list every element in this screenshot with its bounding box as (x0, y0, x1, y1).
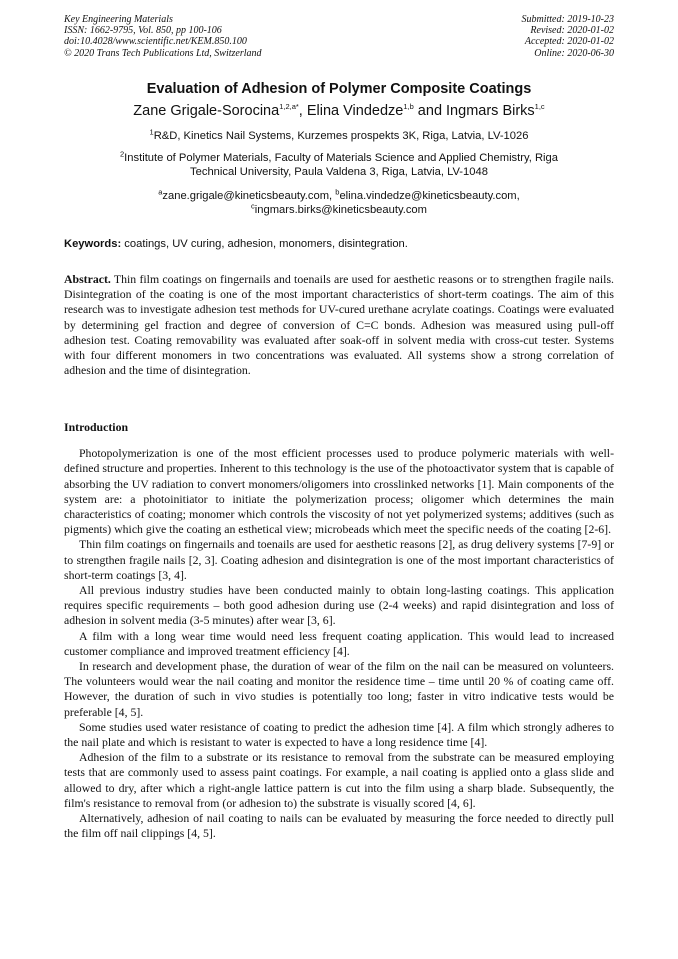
body-paragraph: All previous industry studies have been conducted mainly to obtain long-lasting coatings. This application requires specific requirements – both good adhesion during use (2-4 weeks) and rapid disintegration and loss of adhesion in solvent media (3-5 minutes) after wear [3, 6]. (64, 583, 614, 628)
email-marker: b (335, 187, 340, 197)
journal-name: Key Engineering Materials (64, 14, 173, 25)
email-address[interactable]: ingmars.birks@kineticsbeauty.com (254, 204, 427, 216)
section-heading: Introduction (64, 420, 129, 434)
author-name: Zane Grigale-Sorocina (133, 103, 280, 119)
abstract-text: Thin film coatings on fingernails and toenails are used for aesthetic reasons or to strengthen fragile nails. Disintegration of the coating is one of the most important characteristics of short-term coatings. The aim of this research was to investigate adhesion test methods for UV-cured urethane acrylate coatings. Coatings were evaluated by determining gel fraction and degree of conversion of C=C bonds. Adhesion was measured using pull-off adhesion test. Coating removability was evaluated after soak-off in solvent media with cross-cut tester. Systems with four different monomers in two concentrations was evaluated. All systems show a strong correlation of adhesion and the time of disintegration. (64, 272, 614, 378)
body-paragraph: Some studies used water resistance of coating to predict the adhesion time [4]. A film which strongly adheres to the nail plate and which is resistant to water is expected to have a long residence time [4]. (64, 719, 614, 750)
affiliation-1 (40, 129, 638, 143)
author-separator: , (298, 103, 307, 119)
affiliation-marker: 1 (149, 127, 154, 137)
author-superscript: 1,b (403, 102, 414, 112)
journal-doi: doi:10.4028/www.scientific.net/KEM.850.100 (64, 36, 247, 48)
affiliation-marker: 2 (120, 149, 125, 159)
journal-copyright: © 2020 Trans Tech Publications Ltd, Switzerland (64, 47, 262, 59)
email-address[interactable]: elina.vindedze@kineticsbeauty.com, (339, 190, 520, 202)
author-separator: and (413, 103, 447, 119)
affiliation-line: Technical University, Paula Valdena 3, Riga, Latvia, LV-1048 (190, 166, 488, 178)
author-name: Ingmars Birks (446, 103, 535, 119)
body-paragraph: Photopolymerization is one of the most efficient processes used to produce polymeric materials with well-defined structure and properties. Inherent to this technology is the use of the photoactivator system that is capable of absorbing the UV radiation to convert monomers/oligomers into crosslinked networks [1]. Main components of the system are: a photoinitiator to initiate the polymerization process; oligomer which determines the main characteristics of coating; monomer which controls the viscosity of not yet polymerized systems; additives (such as pigments) which give the coating an esthetical view; microbeads which meet the specific needs of the coating [2-6]. (64, 446, 614, 537)
author-name: Elina Vindedze (306, 103, 404, 119)
author-list (40, 102, 638, 120)
abstract (64, 272, 614, 378)
paper-title: Evaluation of Adhesion of Polymer Composite Coatings (146, 81, 532, 97)
email-line (40, 203, 638, 217)
title-block (40, 80, 638, 217)
body-paragraph: Adhesion of the film to a substrate or its resistance to removal from the substrate can be measured employing tests that are commonly used to assess paint coatings. For example, a nail coating is applied onto a glass slide and allowed to dry, after which a right-angle lattice pattern is cut into the film using a sharp blade. Subsequently, the film's resistance to removal from (or adhesion to) the substrate is visually scored [4, 6]. (64, 750, 614, 810)
author-superscript: 1,c (534, 102, 545, 112)
keywords (64, 237, 614, 251)
author-superscript: 1,2,a* (279, 102, 299, 112)
publication-dates (522, 14, 615, 59)
email-line (40, 189, 638, 203)
keywords-label: Keywords: (64, 238, 122, 250)
affiliation-2 (40, 151, 638, 179)
affiliation-line (40, 151, 638, 165)
date-online: Online: 2020-06-30 (534, 47, 614, 59)
date-revised: Revised: 2020-01-02 (530, 25, 614, 37)
date-submitted: Submitted: 2019-10-23 (521, 14, 614, 25)
email-marker: c (251, 201, 255, 211)
body-paragraph: In research and development phase, the duration of wear of the film on the nail can be measured on volunteers. The volunteers would wear the nail coating and monitor the residence time – time until 20 % of coating came off. However, the duration of such in vivo studies is potentially too long; faster in vitro indicative tests would be preferable [4, 5]. (64, 659, 614, 719)
introduction-section (64, 420, 614, 841)
affiliation-text: R&D, Kinetics Nail Systems, Kurzemes prospekts 3K, Riga, Latvia, LV-1026 (153, 130, 529, 142)
journal-info (64, 14, 262, 59)
body-paragraph: A film with a long wear time would need less frequent coating application. This would lead to increased customer compliance and improved treatment efficiency [4]. (64, 628, 614, 658)
author-emails (40, 189, 638, 217)
journal-issn: ISSN: 1662-9795, Vol. 850, pp 100-106 (64, 25, 222, 37)
date-accepted: Accepted: 2020-01-02 (524, 36, 614, 48)
email-address[interactable]: zane.grigale@kineticsbeauty.com, (162, 190, 336, 202)
keywords-text: coatings, UV curing, adhesion, monomers, disintegration. (121, 238, 408, 250)
email-marker: a (158, 187, 163, 197)
abstract-label: Abstract. (64, 272, 111, 286)
body-paragraph: Alternatively, adhesion of nail coating to nails can be evaluated by measuring the force needed to directly pull the film off nail clippings [4, 5]. (64, 811, 614, 841)
body-paragraph: Thin film coatings on fingernails and toenails are used for aesthetic reasons [2], as drug delivery systems [7-9] or to strengthen fragile nails [2, 3]. Coating adhesion and disintegration is one of the most important characteristics of short-term coatings [3, 4]. (64, 537, 614, 582)
affiliation-text: Institute of Polymer Materials, Faculty of Materials Science and Applied Chemistry, Riga (124, 152, 558, 164)
